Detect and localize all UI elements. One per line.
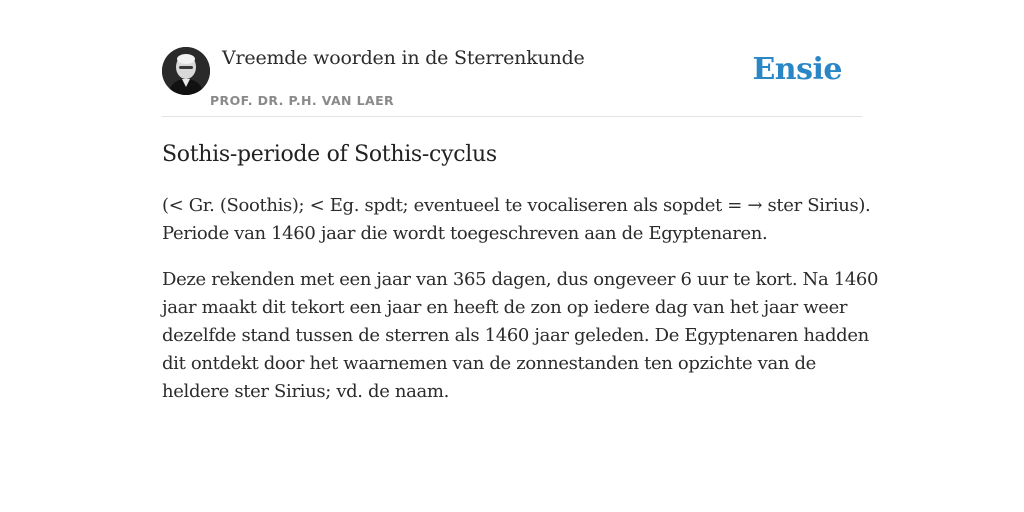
brand-logo[interactable]: Ensie <box>752 52 842 87</box>
paragraph-line: Deze rekenden met een jaar van 365 dagen, dus ongeveer 6 uur te kort. Na 1460 <box>162 269 879 290</box>
paragraph-line: (< Gr. (Soothis); < Eg. spdt; eventueel te vocaliseren als sopdet = → ster Sirius). <box>162 195 871 216</box>
paragraph-definition <box>162 192 871 248</box>
author-portrait-icon <box>162 47 210 95</box>
paragraph-line: dezelfde stand tussen de sterren als 1460 jaar geleden. De Egyptenaren hadden <box>162 325 869 346</box>
paragraph-line: heldere ster Sirius; vd. de naam. <box>162 381 449 402</box>
book-title[interactable]: Vreemde woorden in de Sterrenkunde <box>222 47 585 69</box>
paragraph-explanation <box>162 266 879 406</box>
paragraph-line: Periode van 1460 jaar die wordt toegeschreven aan de Egyptenaren. <box>162 223 768 244</box>
paragraph-line: dit ontdekt door het waarnemen van de zonnestanden ten opzichte van de <box>162 353 816 374</box>
avatar[interactable] <box>162 47 210 95</box>
author-name[interactable]: PROF. DR. P.H. VAN LAER <box>210 93 395 108</box>
header <box>162 46 862 117</box>
paragraph-line: jaar maakt dit tekort een jaar en heeft de zon op iedere dag van het jaar weer <box>162 297 848 318</box>
article-title: Sothis-periode of Sothis-cyclus <box>162 142 497 167</box>
